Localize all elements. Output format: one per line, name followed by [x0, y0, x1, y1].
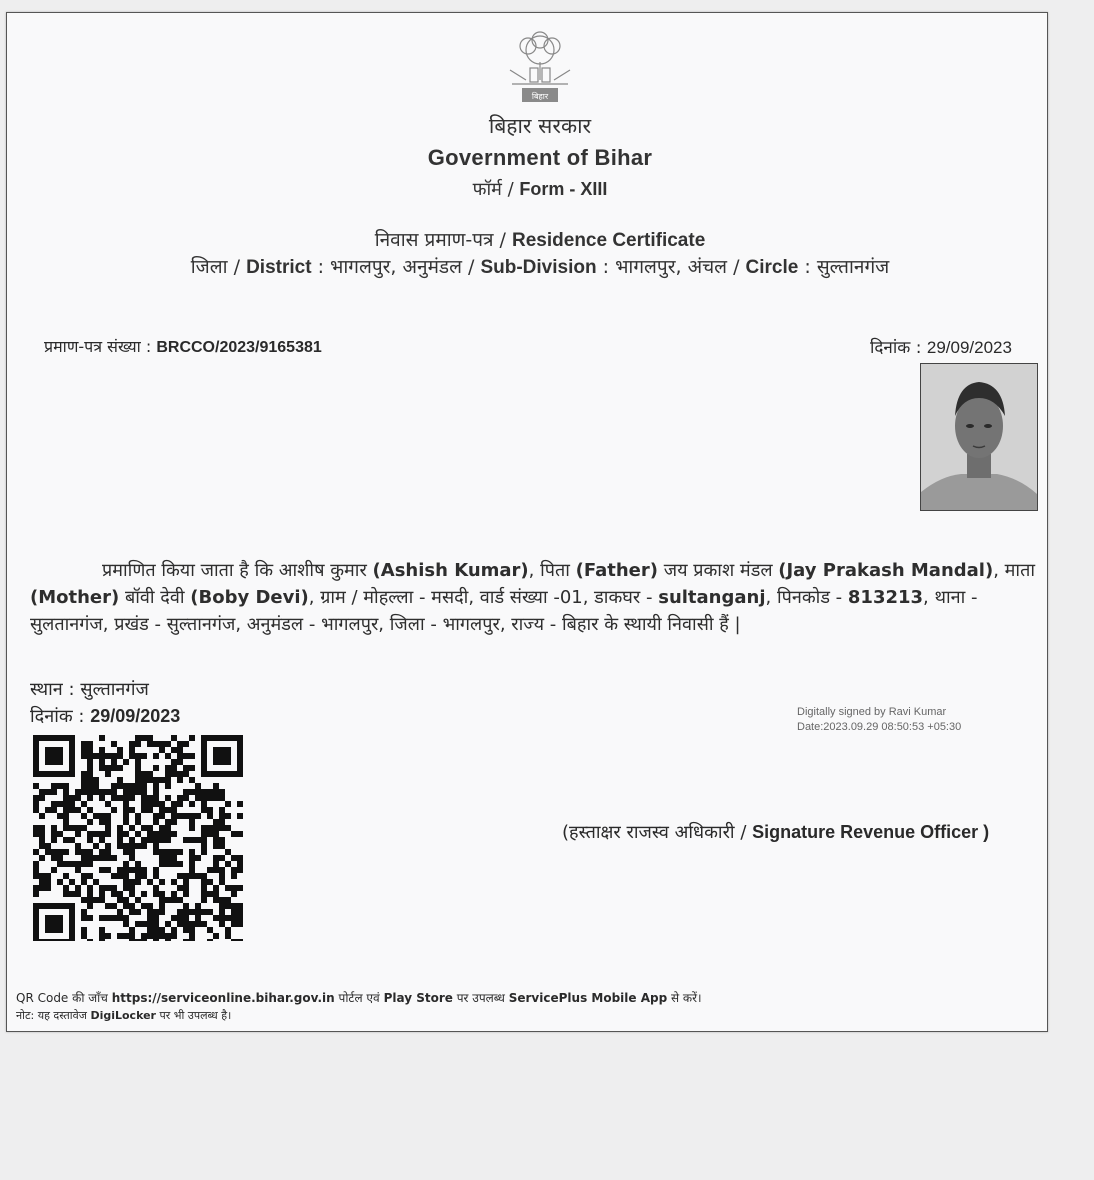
pincode: 813213 [847, 587, 924, 608]
district-hindi: जिला / [190, 256, 247, 278]
circle-label: Circle [745, 257, 799, 278]
statement-part: प्रमाणित किया जाता है कि आशीष कुमार [102, 560, 373, 581]
applicant-photo [920, 363, 1038, 511]
statement-part: बॉवी देवी [119, 587, 191, 608]
statement-part: , माता [993, 560, 1035, 581]
app-name: ServicePlus Mobile App [508, 991, 668, 1005]
subdivision-value: : भागलपुर, अंचल / [596, 256, 746, 278]
note-part: पर भी उपलब्ध है। [155, 1009, 232, 1022]
statement-part: , पिता [528, 560, 576, 581]
digilocker-text: DigiLocker [90, 1009, 156, 1022]
qr-code-icon[interactable] [33, 735, 243, 941]
district-line [0, 253, 1080, 279]
note-part: से करें। [667, 991, 702, 1005]
father-name: (Jay Prakash Mandal) [778, 560, 994, 581]
mother-label: (Mother) [30, 587, 120, 608]
form-hindi: फॉर्म / [472, 179, 520, 200]
note-part: QR Code की जाँच [16, 991, 112, 1005]
certificate-number [44, 335, 322, 357]
qr-verification-note [16, 989, 702, 1006]
statement-part: , थाना - सुलतानगंज, प्रखंड - सुल्तानगंज, अनुमंडल - भागलपुर, जिला - भागलपुर, राज्य - बिहार के स्थायी निवासी हैं | [30, 587, 978, 635]
form-number [0, 177, 1080, 201]
signature-english: Signature Revenue Officer ) [752, 822, 990, 842]
circle-value: : सुल्तानगंज [798, 256, 890, 278]
digilocker-note [16, 1008, 231, 1023]
emblem-label: बिहार [531, 92, 549, 101]
signature-hindi: (हस्ताक्षर राजस्व अधिकारी / [562, 822, 753, 843]
place-label: स्थान : [30, 679, 81, 700]
post-office: sultanganj [658, 587, 766, 608]
person-icon [921, 364, 1037, 510]
cert-title-hindi: निवास प्रमाण-पत्र / [374, 229, 513, 251]
district-label: District [246, 257, 312, 278]
note-part: नोट: यह दस्तावेज [16, 1009, 91, 1022]
mother-name: (Boby Devi) [190, 587, 309, 608]
certificate-statement [30, 557, 1042, 638]
place-value: सुल्तानगंज [80, 679, 149, 700]
place-line [30, 677, 149, 701]
digital-sign-date: Date:2023.09.29 08:50:53 +05:30 [797, 721, 962, 733]
statement-part: , पिनकोड - [765, 587, 848, 608]
district-value: : भागलपुर, अनुमंडल / [311, 256, 481, 278]
digital-signer: Digitally signed by Ravi Kumar [797, 706, 947, 718]
play-store-text: Play Store [383, 991, 453, 1005]
government-hindi: बिहार सरकार [488, 114, 592, 138]
applicant-name: (Ashish Kumar) [372, 560, 529, 581]
form-english: Form - XIII [519, 179, 608, 199]
signing-date-value: 29/09/2023 [90, 706, 181, 726]
signature-caption [562, 820, 989, 844]
cert-title-english: Residence Certificate [512, 230, 706, 251]
issue-date [870, 335, 1012, 358]
subdivision-label: Sub-Division [480, 257, 597, 278]
signing-date-label: दिनांक : [30, 706, 91, 727]
certificate-title [0, 226, 1080, 252]
verification-url: https://serviceonline.bihar.gov.in [111, 991, 335, 1005]
issue-date-label: दिनांक : [870, 338, 927, 358]
note-part: पोर्टल एवं [334, 991, 384, 1005]
statement-part: , ग्राम / मोहल्ला - मसदी, वार्ड संख्या -01, डाकघर - [308, 587, 659, 608]
father-label: (Father) [575, 560, 658, 581]
cert-no-label: प्रमाण-पत्र संख्या : [44, 337, 157, 356]
issue-date-value: 29/09/2023 [926, 338, 1012, 357]
digital-signature [797, 705, 961, 735]
statement-part: जय प्रकाश मंडल [658, 560, 779, 581]
cert-no-value: BRCCO/2023/9165381 [156, 339, 322, 356]
bihar-emblem-icon [498, 28, 582, 108]
note-part: पर उपलब्ध [452, 991, 509, 1005]
government-title: Government of Bihar [427, 145, 653, 170]
signing-date [30, 704, 180, 728]
